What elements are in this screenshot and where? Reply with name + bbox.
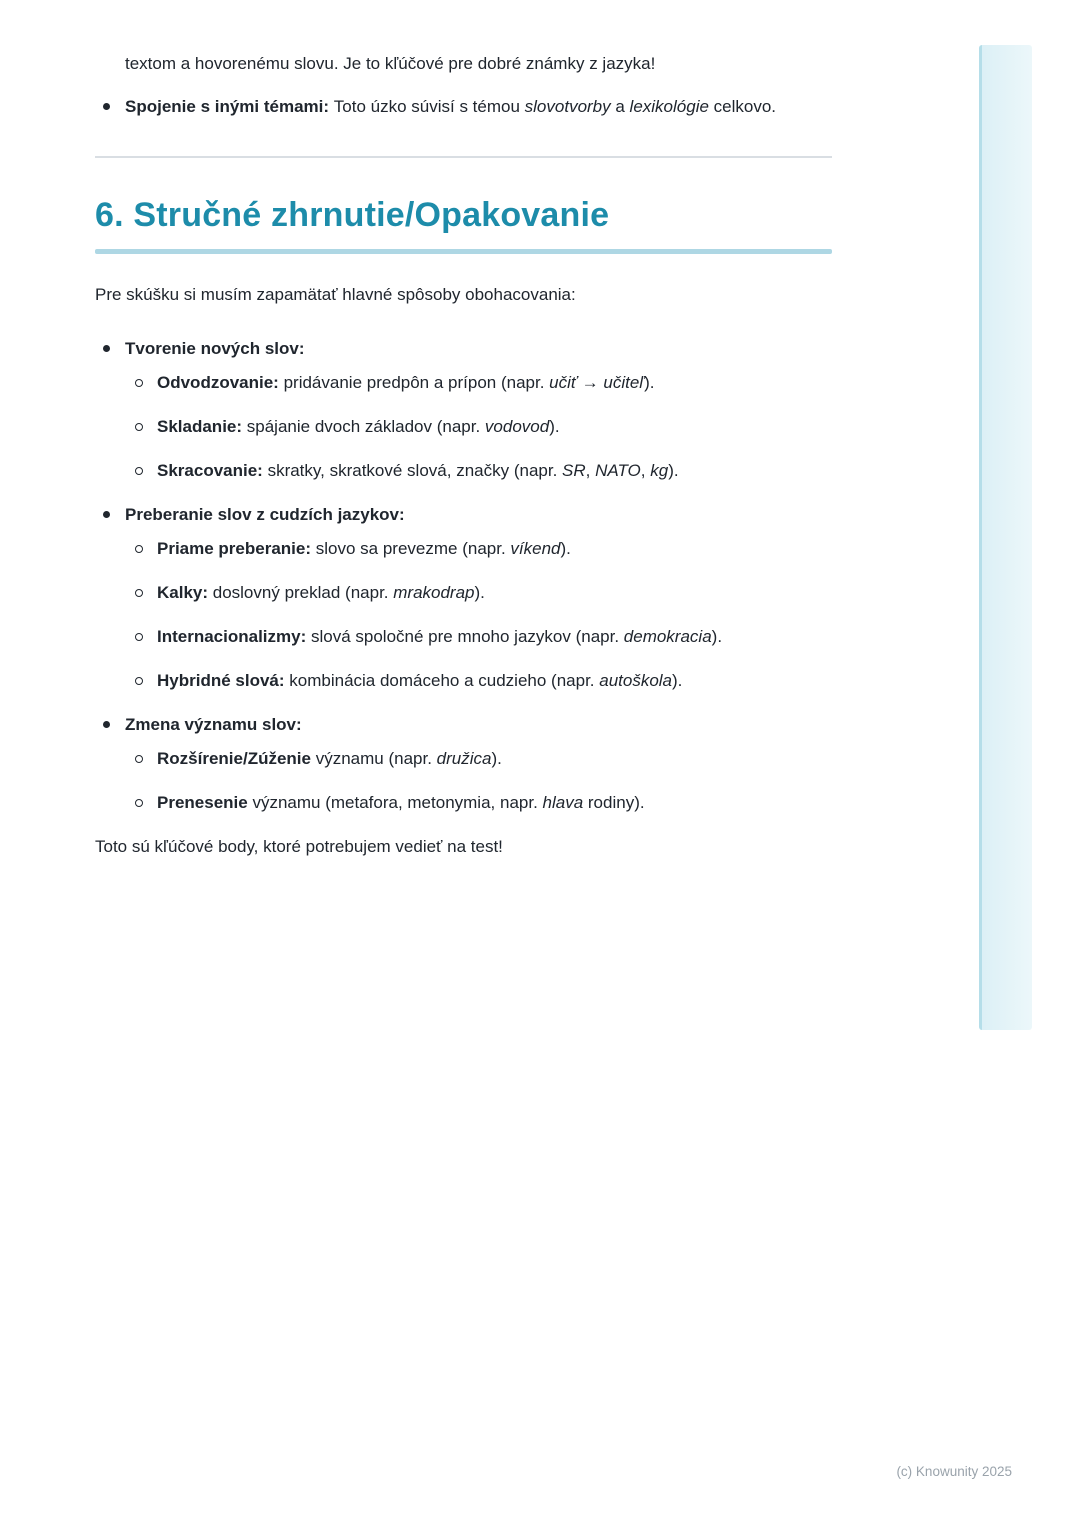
text-run: Toto úzko súvisí s témou <box>333 97 525 116</box>
bullet-marker <box>103 103 110 110</box>
circle-marker <box>135 633 143 641</box>
bold-text-run: Preberanie slov z cudzích jazykov: <box>125 505 405 524</box>
list-item <box>135 790 785 816</box>
italic-text-run: autoškola <box>599 671 673 690</box>
list-item <box>95 94 785 120</box>
sub-list <box>95 536 785 694</box>
list-item <box>135 536 785 562</box>
list-item <box>135 414 785 440</box>
circle-marker <box>135 379 143 387</box>
text-run: pridávanie predpôn a prípon (napr. <box>283 373 550 392</box>
bullet-marker <box>103 345 110 352</box>
italic-text-run: hlava <box>542 793 584 812</box>
list-item <box>135 458 785 484</box>
list-item <box>135 668 785 694</box>
bold-text-run: Kalky: <box>157 583 213 602</box>
heading-underline <box>95 249 832 254</box>
list-item <box>135 580 785 606</box>
section-intro-paragraph: Pre skúšku si musím zapamätať hlavné spôsoby obohacovania: <box>95 285 576 304</box>
text-run: významu (metafora, metonymia, napr. <box>247 793 543 812</box>
bold-text-run: Spojenie s inými témami: <box>125 97 334 116</box>
italic-text-run: demokracia <box>623 627 712 646</box>
list-item-text <box>157 370 785 396</box>
list-item-text <box>125 94 785 120</box>
bold-text-run: Zmena významu slov: <box>125 715 302 734</box>
list-item-text <box>157 790 785 816</box>
italic-text-run: učiť <box>549 373 577 392</box>
copyright-footer: (c) Knowunity 2025 <box>896 1464 1012 1479</box>
text-run: rodiny). <box>583 793 645 812</box>
list-item-text <box>157 536 785 562</box>
list-item <box>95 502 785 528</box>
italic-text-run: učiteľ <box>603 373 645 392</box>
section-outro-paragraph: Toto sú kľúčové body, ktoré potrebujem vedieť na test! <box>95 837 503 856</box>
list-item-text <box>157 414 785 440</box>
circle-marker <box>135 799 143 807</box>
text-run: ). <box>491 749 502 768</box>
text-run: ). <box>644 373 655 392</box>
page-content <box>95 51 832 860</box>
bold-text-run: Priame preberanie: <box>157 539 316 558</box>
top-bullet-list <box>95 94 785 120</box>
text-run: a <box>610 97 630 116</box>
bold-text-run: Prenesenie <box>157 793 248 812</box>
bold-text-run: Skracovanie: <box>157 461 268 480</box>
sub-list <box>95 370 785 484</box>
text-run: ). <box>549 417 560 436</box>
text-run: ). <box>711 627 723 646</box>
text-run: významu (napr. <box>310 749 437 768</box>
circle-marker <box>135 467 143 475</box>
section-divider <box>95 156 832 158</box>
text-run: , <box>585 461 596 480</box>
text-run: kombinácia domáceho a cudzieho (napr. <box>289 671 600 690</box>
italic-text-run: slovotvorby <box>524 97 611 116</box>
text-run: ). <box>474 583 485 602</box>
list-item-text <box>157 668 785 694</box>
summary-list <box>95 336 785 816</box>
text-run: , <box>640 461 651 480</box>
italic-text-run: NATO <box>595 461 641 480</box>
list-item-text <box>125 712 785 738</box>
list-item <box>135 746 785 772</box>
text-run: ). <box>672 671 683 690</box>
text-run: → <box>576 373 604 392</box>
text-run: doslovný preklad (napr. <box>212 583 394 602</box>
text-run: slovo sa prevezme (napr. <box>315 539 511 558</box>
italic-text-run: mrakodrap <box>393 583 475 602</box>
list-item-text <box>157 624 785 650</box>
text-run: skratky, skratkové slová, značky (napr. <box>267 461 563 480</box>
text-run: spájanie dvoch základov (napr. <box>246 417 485 436</box>
list-item-text <box>125 502 785 528</box>
italic-text-run: SR <box>562 461 586 480</box>
sub-list <box>95 746 785 816</box>
continuation-paragraph: textom a hovorenému slovu. Je to kľúčové pre dobré známky z jazyka! <box>125 54 656 73</box>
list-item <box>95 336 785 362</box>
bullet-marker <box>103 511 110 518</box>
bold-text-run: Tvorenie nových slov: <box>125 339 305 358</box>
circle-marker <box>135 423 143 431</box>
bold-text-run: Rozšírenie/Zúženie <box>157 749 311 768</box>
list-item <box>95 712 785 738</box>
bold-text-run: Internacionalizmy: <box>157 627 311 646</box>
side-accent-strip <box>979 45 1032 1030</box>
italic-text-run: vodovod <box>484 417 550 436</box>
italic-text-run: kg <box>650 461 669 480</box>
section-heading: 6. Stručné zhrnutie/Opakovanie <box>95 196 610 234</box>
list-item <box>135 624 785 650</box>
bullet-marker <box>103 721 110 728</box>
list-item-text <box>157 458 785 484</box>
text-run: ). <box>560 539 571 558</box>
bold-text-run: Hybridné slová: <box>157 671 290 690</box>
text-run: slová spoločné pre mnoho jazykov (napr. <box>310 627 624 646</box>
italic-text-run: družica <box>436 749 492 768</box>
text-run: ). <box>668 461 679 480</box>
list-item <box>135 370 785 396</box>
list-item-text <box>157 746 785 772</box>
italic-text-run: víkend <box>510 539 561 558</box>
bold-text-run: Skladanie: <box>157 417 247 436</box>
list-item-text <box>125 336 785 362</box>
circle-marker <box>135 755 143 763</box>
bold-text-run: Odvodzovanie: <box>157 373 284 392</box>
italic-text-run: lexikológie <box>629 97 709 116</box>
text-run: celkovo. <box>708 97 777 116</box>
circle-marker <box>135 677 143 685</box>
circle-marker <box>135 589 143 597</box>
circle-marker <box>135 545 143 553</box>
list-item-text <box>157 580 785 606</box>
